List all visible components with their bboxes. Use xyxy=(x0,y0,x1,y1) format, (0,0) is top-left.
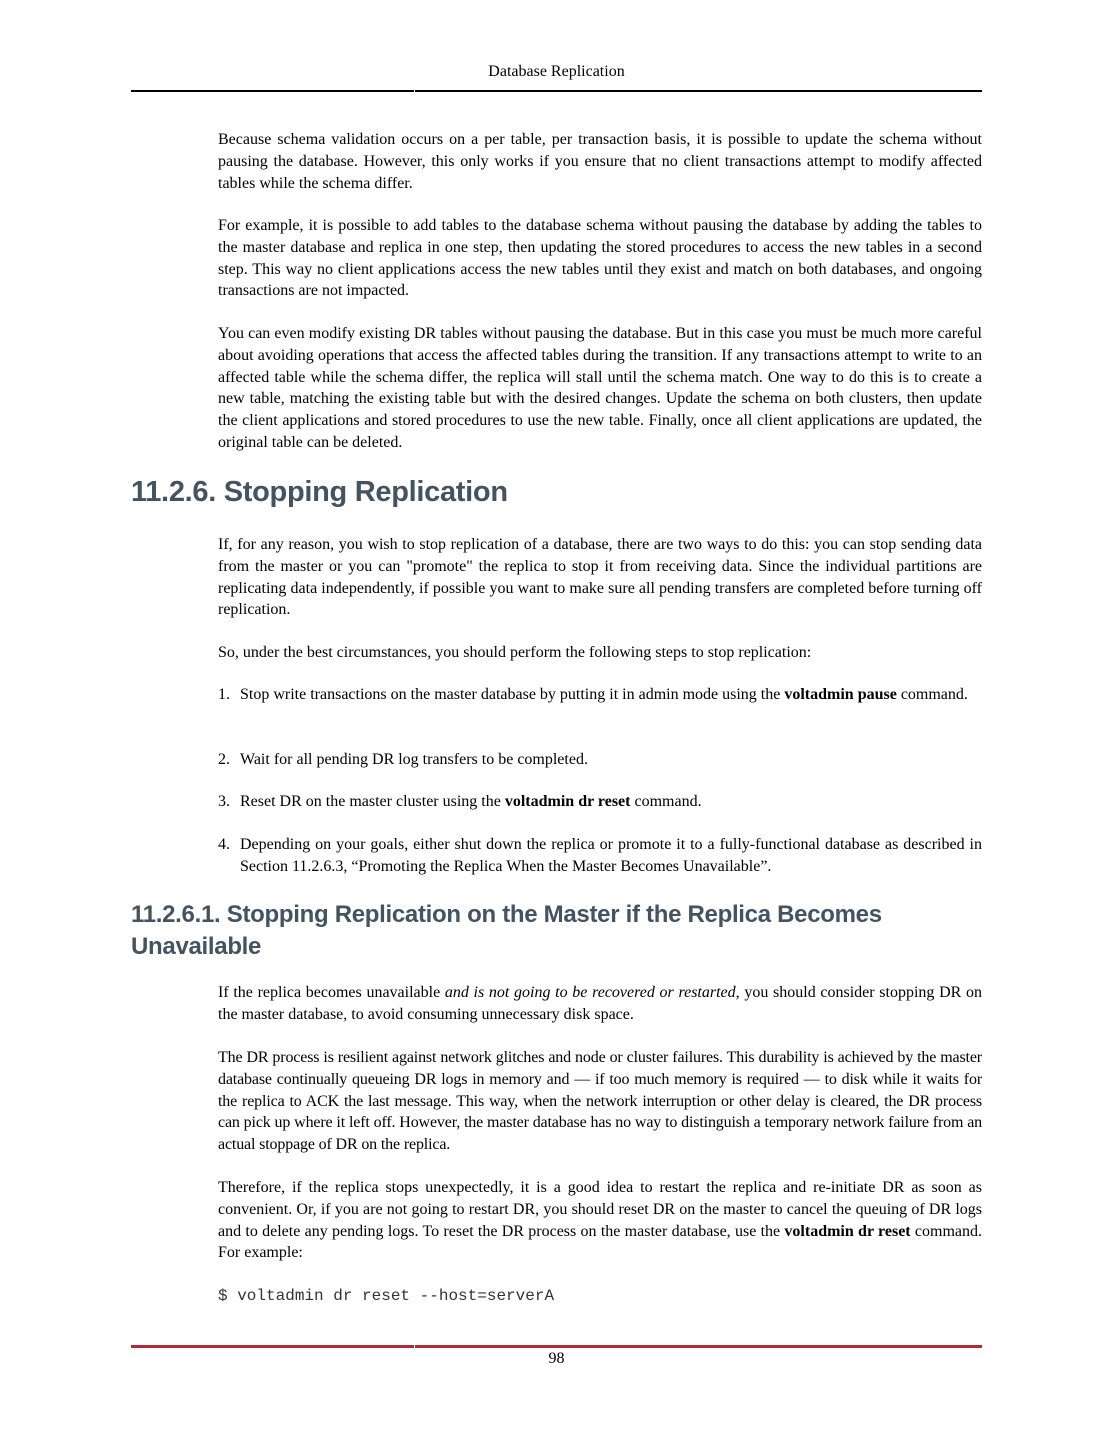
intro-paragraph-1: Because schema validation occurs on a per table, per transaction basis, it is possible to update the schema without pausing the database. However, this only works if you ensure that no client transactions attempt to modify affected tables while the schema differ. xyxy=(218,131,982,192)
subsection-paragraph-2: The DR process is resilient against network glitches and node or cluster failures. This durability is achieved by the master database continually queueing DR logs in memory and — if too much memory is required — to disk while it waits for the replica to ACK the last message. This way, when the network interruption or other delay is cleared, the DR process can pick up where it left off. However, the master database has no way to distinguish a temporary network failure from an actual stoppage of DR on the replica. xyxy=(218,1049,982,1154)
section-paragraph-1: If, for any reason, you wish to stop replication of a database, there are two ways to do this: you can stop sending data from the master or you can "promote" the replica to stop it from receiving data. Since the individual partitions are replicating data independently, if possible you want to make sure all pending transfers are completed before turning off replication. xyxy=(218,536,982,619)
header-rule xyxy=(131,90,982,92)
steps-list xyxy=(218,684,982,706)
section-heading: 11.2.6. Stopping Replication xyxy=(131,476,508,508)
subsection-paragraph-3: Therefore, if the replica stops unexpectedly, it is a good idea to restart the replica and re-initiate DR as soon as convenient. Or, if you are not going to restart DR, you should reset DR on the master to cancel the queuing of DR logs and to delete any pending logs. To reset the DR process on the master database, use the voltadmin dr reset command. For example: xyxy=(218,1179,983,1262)
page-number: 98 xyxy=(548,1350,565,1367)
subsection-paragraph-1: If the replica becomes unavailable and is not going to be recovered or restarted, you should consider stopping DR on the master database, to avoid consuming unnecessary disk space. xyxy=(218,984,982,1023)
footer-rule xyxy=(131,1345,982,1348)
step-item: 3. Reset DR on the master cluster using the voltadmin dr reset command. xyxy=(218,793,702,810)
intro-paragraph-3: You can even modify existing DR tables without pausing the database. But in this case you must be much more careful about avoiding operations that access the affected tables during the transition. If any transactions attempt to write to an affected table while the schema differ, the replica will stall until the schema match. One way to do this is to create a new table, matching the existing table but with the desired changes. Update the schema on both clusters, then update the client applications and stored procedures to use the new table. Finally, once all client applications are updated, the original table can be deleted. xyxy=(218,325,982,451)
step-item: 2. Wait for all pending DR log transfers to be completed. xyxy=(218,751,588,768)
steps-list-2 xyxy=(218,749,982,771)
intro-paragraph-2: For example, it is possible to add tables to the database schema without pausing the database by adding the tables to the master database and replica in one step, then updating the stored procedures to access the new tables in a second step. This way no client applications access the new tables until they exist and match on both databases, and ongoing transactions are not impacted. xyxy=(218,217,982,300)
code-example: $ voltadmin dr reset --host=serverA xyxy=(218,1287,555,1305)
step-item: 4. Depending on your goals, either shut down the replica or promote it to a fully-functional database as described in Section 11.2.6.3, “Promoting the Replica When the Master Becomes Unavailable”. xyxy=(218,836,982,875)
steps-list-3 xyxy=(218,791,982,813)
step-item: 1. Stop write transactions on the master database by putting it in admin mode using the voltadmin pause command. xyxy=(218,686,968,703)
steps-list-4 xyxy=(218,834,982,878)
section-paragraph-2: So, under the best circumstances, you should perform the following steps to stop replication: xyxy=(218,644,812,661)
page-header-title: Database Replication xyxy=(488,63,625,80)
subsection-heading: 11.2.6.1. Stopping Replication on the Master if the Replica Becomes Unavailable xyxy=(131,901,882,960)
